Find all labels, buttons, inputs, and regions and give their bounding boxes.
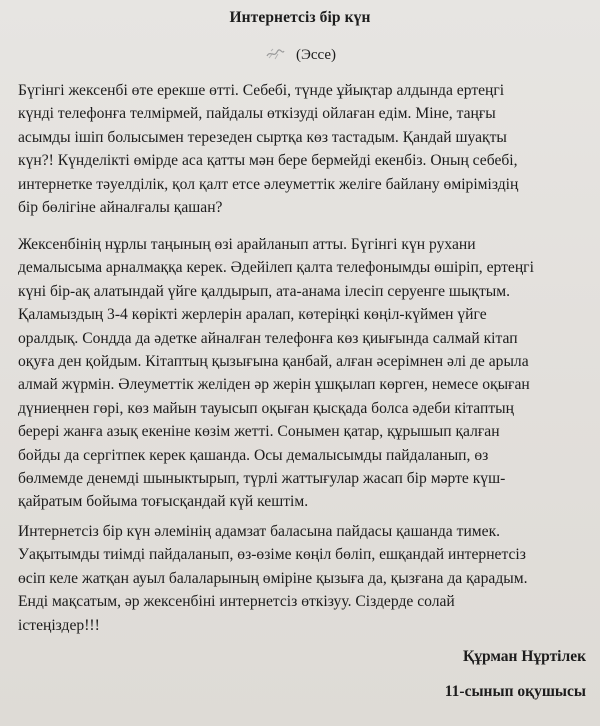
paragraph-3 — [18, 520, 590, 637]
text-line: оқуға ден қойдым. Кітаптың қызығына қанбай, алған әсерімнен әлі де арыла — [18, 353, 529, 371]
text-line: күн?! Күнделікті өмірде аса қатты мән бере бермейді екенбіз. Оның себебі, — [18, 152, 518, 170]
essay-title: Интернетсіз бір күн — [229, 9, 371, 26]
text-line: Интернетсіз бір күн әлемінің адамзат баласына пайдасы қашанда тимек. — [18, 523, 501, 540]
text-line: бөлмемде денемді шыныктырып, түрлі жаттығулар жасап бір мәрте күш- — [18, 470, 506, 488]
text-line: дүниеңнен гөрі, көз майын тауысып оқыған қысқада болса әдеби кітаптың — [18, 399, 514, 417]
text-line: істеңіздер!!! — [18, 616, 100, 634]
genre-row — [0, 47, 600, 64]
text-line: өсіп келе жатқан ауыл балаларының өміріне қызыға да, қызғана да қарадым. — [18, 569, 528, 587]
text-line: Бүгінгі жексенбі өте ерекше өтті. Себебі, түнде ұйықтар алдында ертеңгі — [18, 82, 505, 99]
text-line: Енді мақсатым, әр жексенбіні интернетсіз өткізуу. Сіздерде солай — [18, 593, 455, 611]
text-line: күні бір-ақ алатындай үйге қалдырып, ата-анама ілесіп серуенге шықтым. — [18, 282, 511, 300]
text-line: оралдық. Сондда да әдетке айналған телефонға көз қиығында салмай кітап — [18, 329, 518, 347]
text-line: бойды да сергітпек керек қашанда. Осы демалысымды пайдаланып, өз — [18, 446, 489, 464]
text-line: қайратым бойыма тоғысқандай күй кештім. — [18, 493, 309, 511]
text-line: алмай жүрмін. Әлеуметтік желіден әр жерін ұшқылап көрген, немесе оқыған — [18, 376, 530, 394]
text-line: берері жанға азық екеніне көзім жетті. Сонымен қатар, құрышып қалған — [18, 423, 500, 441]
text-line: демалысыма арналмаққа керек. Әдейілеп қалта телефонымды өшіріп, ертеңгі — [18, 259, 534, 277]
text-line: асымды ішіп болысымен терезеден сыртқа көз тастадым. Қандай шуақты — [18, 128, 507, 146]
text-line: Жексенбінің нұрлы таңының өзі арайланып атты. Бүгінгі күн рухани — [18, 236, 476, 253]
ink-smudge-icon — [264, 47, 286, 61]
essay-genre: (Эссе) — [295, 47, 337, 63]
paragraph-1 — [18, 79, 590, 219]
text-line: бір бөлігіне айналғалы қашан? — [18, 199, 223, 217]
author-grade: 11-сынып оқушысы — [444, 683, 586, 700]
text-line: Уақытымды тиімді пайдаланып, өз-өзіме көңіл бөліп, ешқандай интернетсіз — [18, 546, 526, 564]
author-name: Құрман Нұртілек — [462, 648, 586, 665]
text-line: интернетке тәуелділік, қол қалт етсе әлеуметтік желіге байлану өмірімiздің — [18, 175, 519, 193]
text-line: Қаламыздың 3-4 көрікті жерлерін аралап, көтеріңкі көңіл-күймен үйге — [18, 306, 487, 324]
text-line: күнді телефонға телмірмей, пайдалы өткізуді ойлаған едім. Міне, таңғы — [18, 105, 496, 123]
paragraph-2 — [18, 233, 590, 514]
